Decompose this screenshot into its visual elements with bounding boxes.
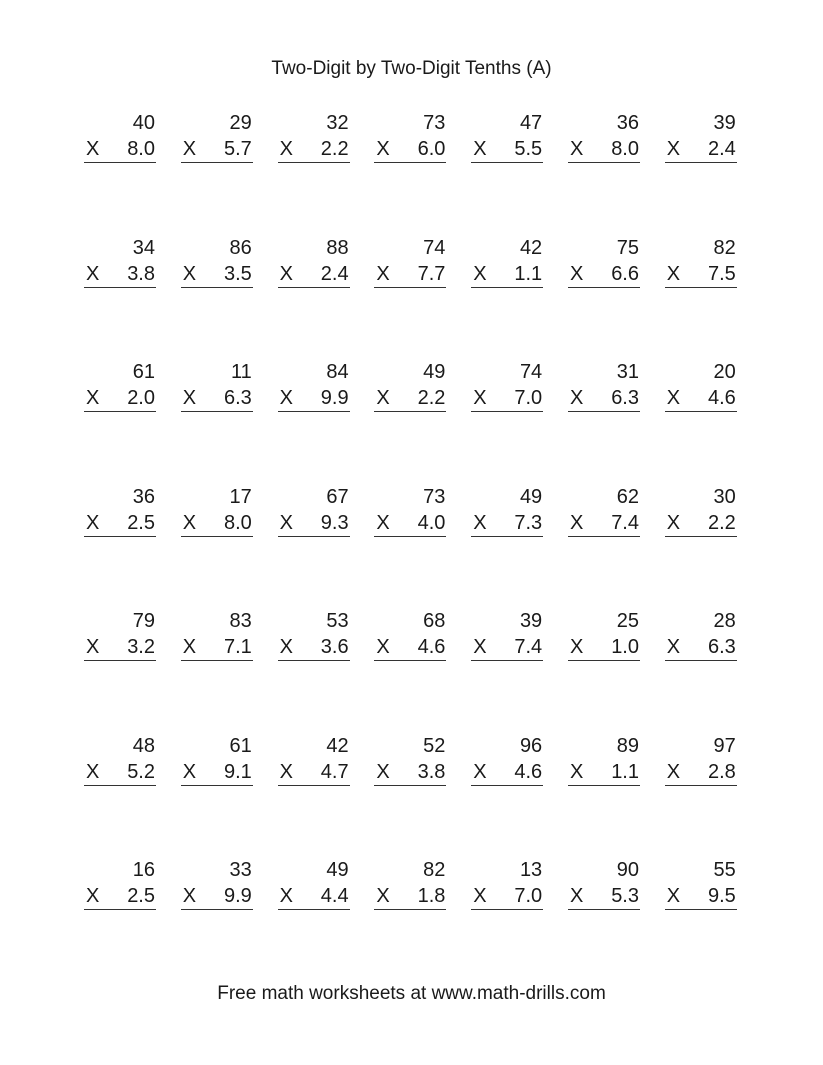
multiply-operator: X	[86, 885, 100, 907]
multiplicand: 36	[132, 485, 155, 508]
multiplier: 9.1	[223, 760, 252, 783]
multiplier-line	[278, 136, 350, 163]
multiplication-problem	[568, 733, 640, 786]
multiplication-problem	[278, 110, 350, 163]
multiplicand: 33	[229, 859, 252, 881]
multiplication-problem	[471, 235, 543, 288]
multiplicand: 55	[713, 859, 736, 881]
multiplication-problem	[84, 359, 156, 412]
multiplicand: 74	[519, 361, 543, 383]
multiplier-line	[568, 136, 640, 163]
multiply-operator: X	[86, 760, 100, 783]
multiplier-line	[84, 510, 156, 537]
multiply-operator: X	[376, 511, 390, 534]
multiplication-problem	[665, 857, 737, 910]
multiply-operator: X	[182, 138, 197, 160]
multiplicand: 53	[326, 610, 349, 632]
multiplier-line	[568, 385, 640, 412]
multiply-operator: X	[279, 511, 293, 534]
multiplier: 4.7	[320, 760, 349, 783]
multiplier-line	[568, 634, 640, 661]
multiplier-line	[665, 510, 737, 537]
multiplication-problem	[278, 857, 350, 910]
multiplication-problem	[568, 359, 640, 412]
multiplicand: 88	[326, 236, 349, 259]
multiplier-line	[278, 634, 350, 661]
multiplication-problem	[181, 484, 253, 537]
multiplier: 3.8	[127, 262, 155, 285]
multiplier-line	[374, 510, 446, 537]
multiplicand: 11	[231, 361, 252, 383]
multiplier: 4.0	[417, 511, 446, 534]
multiplicand: 74	[423, 236, 446, 259]
multiplier: 2.2	[320, 138, 349, 160]
multiplicand: 75	[616, 236, 639, 259]
multiplier: 2.4	[707, 138, 736, 160]
multiplication-problem	[84, 857, 156, 910]
multiplier-line	[568, 759, 640, 786]
multiplicand: 39	[713, 112, 736, 134]
multiplication-problem	[181, 235, 253, 288]
multiplier: 2.2	[707, 511, 736, 534]
multiplier: 7.5	[707, 262, 736, 285]
multiplicand: 68	[423, 610, 446, 632]
multiplication-problem	[374, 733, 446, 786]
multiplier-line	[665, 385, 737, 412]
multiply-operator: X	[86, 387, 100, 409]
multiplier: 8.0	[611, 138, 639, 160]
multiplicand: 96	[519, 734, 543, 757]
multiplication-problem	[278, 608, 350, 661]
multiplier: 4.4	[320, 885, 349, 907]
multiply-operator: X	[570, 138, 584, 160]
multiplicand: 29	[229, 112, 252, 134]
multiplicand: 48	[132, 734, 155, 757]
multiplication-problem	[471, 733, 543, 786]
multiply-operator: X	[376, 138, 390, 160]
multiplication-problem	[665, 359, 737, 412]
multiplier: 7.0	[514, 387, 543, 409]
multiplicand: 47	[519, 112, 543, 134]
multiplier-line	[181, 883, 253, 910]
multiplication-problem	[568, 484, 640, 537]
problem-row	[84, 857, 744, 982]
multiplicand: 86	[229, 236, 252, 259]
problem-row	[84, 235, 744, 360]
multiplier-line	[471, 385, 543, 412]
multiplier-line	[471, 634, 543, 661]
multiply-operator: X	[666, 262, 681, 285]
multiplicand: 67	[326, 485, 349, 508]
problem-row	[84, 359, 744, 484]
multiplier: 2.5	[127, 511, 155, 534]
multiplier-line	[278, 385, 350, 412]
multiplier: 7.4	[611, 511, 639, 534]
multiply-operator: X	[86, 138, 100, 160]
multiplication-problem	[181, 733, 253, 786]
multiplication-problem	[278, 733, 350, 786]
multiplier: 6.3	[707, 636, 736, 658]
multiplication-problem	[374, 857, 446, 910]
problem-row	[84, 608, 744, 733]
multiplication-problem	[568, 608, 640, 661]
multiply-operator: X	[376, 262, 390, 285]
multiply-operator: X	[666, 511, 681, 534]
multiplier: 8.0	[127, 138, 155, 160]
multiplicand: 25	[616, 610, 639, 632]
multiplier-line	[374, 136, 446, 163]
multiplier: 4.6	[707, 387, 736, 409]
multiply-operator: X	[376, 760, 390, 783]
multiplicand: 89	[616, 734, 639, 757]
multiply-operator: X	[279, 262, 293, 285]
multiply-operator: X	[182, 387, 197, 409]
multiplication-problem	[665, 608, 737, 661]
multiply-operator: X	[570, 387, 584, 409]
multiply-operator: X	[279, 885, 293, 907]
multiplier-line	[374, 385, 446, 412]
multiplication-problem	[278, 359, 350, 412]
multiplicand: 82	[713, 236, 736, 259]
multiplicand: 34	[132, 236, 155, 259]
multiplicand: 90	[616, 859, 639, 881]
multiplier-line	[181, 385, 253, 412]
multiplier: 7.3	[514, 511, 543, 534]
multiplication-problem	[665, 110, 737, 163]
multiply-operator: X	[473, 262, 487, 285]
multiplier: 2.0	[127, 387, 155, 409]
multiplier: 5.2	[127, 760, 155, 783]
multiplier-line	[665, 883, 737, 910]
multiplication-problem	[665, 235, 737, 288]
multiplier: 4.6	[514, 760, 543, 783]
multiplicand: 52	[423, 734, 446, 757]
multiplier-line	[374, 634, 446, 661]
multiplier-line	[181, 634, 253, 661]
multiplication-problem	[568, 235, 640, 288]
multiplicand: 61	[229, 734, 252, 757]
multiplier-line	[665, 136, 737, 163]
multiplier: 8.0	[223, 511, 252, 534]
multiply-operator: X	[473, 511, 487, 534]
multiplier-line	[471, 510, 543, 537]
multiplier: 3.8	[417, 760, 446, 783]
problem-grid	[84, 110, 744, 982]
multiply-operator: X	[182, 636, 197, 658]
multiplier-line	[471, 759, 543, 786]
multiply-operator: X	[86, 636, 100, 658]
footer-text: Free math worksheets at www.math-drills.com	[217, 983, 606, 1004]
multiplication-problem	[374, 110, 446, 163]
multiplier: 3.5	[223, 262, 252, 285]
multiply-operator: X	[473, 636, 487, 658]
multiply-operator: X	[570, 885, 584, 907]
multiplicand: 79	[132, 610, 155, 632]
multiply-operator: X	[376, 387, 390, 409]
multiplicand: 32	[326, 112, 349, 134]
multiplication-problem	[84, 110, 156, 163]
multiply-operator: X	[182, 511, 197, 534]
multiplier-line	[278, 759, 350, 786]
multiplication-problem	[84, 733, 156, 786]
multiplicand: 30	[713, 485, 736, 508]
multiply-operator: X	[473, 885, 487, 907]
multiplier-line	[181, 136, 253, 163]
multiplication-problem	[471, 359, 543, 412]
multiplier: 4.6	[417, 636, 446, 658]
multiplication-problem	[84, 484, 156, 537]
multiply-operator: X	[570, 760, 584, 783]
multiplier-line	[84, 634, 156, 661]
multiplier-line	[665, 634, 737, 661]
multiplication-problem	[278, 235, 350, 288]
multiplier: 6.3	[611, 387, 639, 409]
multiplier-line	[665, 261, 737, 288]
multiplier-line	[374, 759, 446, 786]
multiply-operator: X	[666, 387, 681, 409]
multiply-operator: X	[86, 262, 100, 285]
multiplier-line	[568, 510, 640, 537]
multiplicand: 42	[519, 236, 543, 259]
multiplier-line	[181, 510, 253, 537]
multiply-operator: X	[666, 636, 681, 658]
multiplication-problem	[181, 857, 253, 910]
multiplicand: 40	[132, 112, 155, 134]
multiplier-line	[84, 385, 156, 412]
multiplicand: 28	[713, 610, 736, 632]
multiplier: 1.1	[611, 760, 639, 783]
multiply-operator: X	[86, 511, 100, 534]
multiplicand: 42	[326, 734, 349, 757]
multiplicand: 49	[519, 485, 543, 508]
multiply-operator: X	[570, 636, 584, 658]
multiplier-line	[374, 883, 446, 910]
multiplier-line	[84, 883, 156, 910]
multiplication-problem	[181, 359, 253, 412]
multiplier: 9.3	[320, 511, 349, 534]
multiply-operator: X	[570, 511, 584, 534]
multiplication-problem	[471, 608, 543, 661]
multiplier-line	[84, 759, 156, 786]
multiplier: 7.1	[223, 636, 252, 658]
multiplicand: 49	[423, 361, 446, 383]
multiplicand: 73	[423, 112, 446, 134]
multiplier: 1.0	[611, 636, 639, 658]
multiply-operator: X	[182, 760, 197, 783]
multiplier: 2.2	[417, 387, 446, 409]
multiplier: 9.9	[320, 387, 349, 409]
multiplier: 5.5	[514, 138, 543, 160]
multiply-operator: X	[376, 636, 390, 658]
multiplicand: 49	[326, 859, 349, 881]
multiplication-problem	[181, 110, 253, 163]
multiplier-line	[568, 883, 640, 910]
multiplication-problem	[84, 235, 156, 288]
multiplier-line	[181, 759, 253, 786]
multiplier-line	[471, 261, 543, 288]
multiplier: 9.5	[707, 885, 736, 907]
multiplier-line	[278, 510, 350, 537]
multiplicand: 84	[326, 361, 349, 383]
multiplier: 6.6	[611, 262, 639, 285]
multiply-operator: X	[376, 885, 390, 907]
multiply-operator: X	[473, 387, 487, 409]
multiplier: 7.4	[514, 636, 543, 658]
multiplier-line	[278, 883, 350, 910]
problem-row	[84, 733, 744, 858]
multiply-operator: X	[279, 387, 293, 409]
multiplicand: 61	[132, 361, 155, 383]
multiplier: 5.7	[223, 138, 252, 160]
multiplicand: 62	[616, 485, 639, 508]
multiplicand: 31	[616, 361, 639, 383]
multiplicand: 36	[616, 112, 639, 134]
multiplicand: 73	[423, 485, 446, 508]
multiply-operator: X	[666, 760, 681, 783]
multiplier: 2.8	[707, 760, 736, 783]
multiply-operator: X	[279, 138, 293, 160]
multiplier: 3.6	[320, 636, 349, 658]
multiplier: 2.4	[320, 262, 349, 285]
problem-row	[84, 484, 744, 609]
multiplication-problem	[374, 235, 446, 288]
multiplier: 9.9	[223, 885, 252, 907]
multiplier-line	[568, 261, 640, 288]
multiply-operator: X	[473, 760, 487, 783]
multiplicand: 82	[423, 859, 446, 881]
multiplier: 7.0	[514, 885, 543, 907]
multiply-operator: X	[570, 262, 584, 285]
multiplier-line	[84, 136, 156, 163]
multiply-operator: X	[279, 760, 293, 783]
multiply-operator: X	[473, 138, 487, 160]
multiplier-line	[374, 261, 446, 288]
multiplier-line	[471, 136, 543, 163]
multiplier-line	[181, 261, 253, 288]
multiplier-line	[278, 261, 350, 288]
multiplication-problem	[181, 608, 253, 661]
multiplier: 2.5	[127, 885, 155, 907]
multiply-operator: X	[279, 636, 293, 658]
multiplication-problem	[374, 484, 446, 537]
multiply-operator: X	[666, 138, 681, 160]
multiplicand: 39	[519, 610, 543, 632]
multiplier: 6.0	[417, 138, 446, 160]
multiply-operator: X	[182, 262, 197, 285]
problem-row	[84, 110, 744, 235]
multiplier-line	[84, 261, 156, 288]
multiplication-problem	[471, 110, 543, 163]
multiplicand: 20	[713, 361, 736, 383]
multiplicand: 83	[229, 610, 252, 632]
multiplier: 7.7	[417, 262, 446, 285]
multiplicand: 17	[229, 485, 252, 508]
multiplication-problem	[665, 484, 737, 537]
multiplicand: 13	[519, 859, 543, 881]
multiplication-problem	[278, 484, 350, 537]
multiply-operator: X	[182, 885, 197, 907]
multiplier: 1.1	[514, 262, 543, 285]
multiplier: 3.2	[127, 636, 155, 658]
worksheet-title: Two-Digit by Two-Digit Tenths (A)	[271, 58, 552, 79]
multiplication-problem	[568, 857, 640, 910]
multiplicand: 97	[713, 734, 736, 757]
multiplier-line	[665, 759, 737, 786]
multiplier: 5.3	[611, 885, 639, 907]
multiplication-problem	[665, 733, 737, 786]
multiplication-problem	[471, 857, 543, 910]
multiplier-line	[471, 883, 543, 910]
multiplier: 6.3	[223, 387, 252, 409]
multiplication-problem	[84, 608, 156, 661]
multiplier: 1.8	[417, 885, 446, 907]
multiplication-problem	[471, 484, 543, 537]
multiplication-problem	[374, 359, 446, 412]
multiplicand: 16	[132, 859, 155, 881]
multiplication-problem	[568, 110, 640, 163]
multiply-operator: X	[666, 885, 681, 907]
multiplication-problem	[374, 608, 446, 661]
